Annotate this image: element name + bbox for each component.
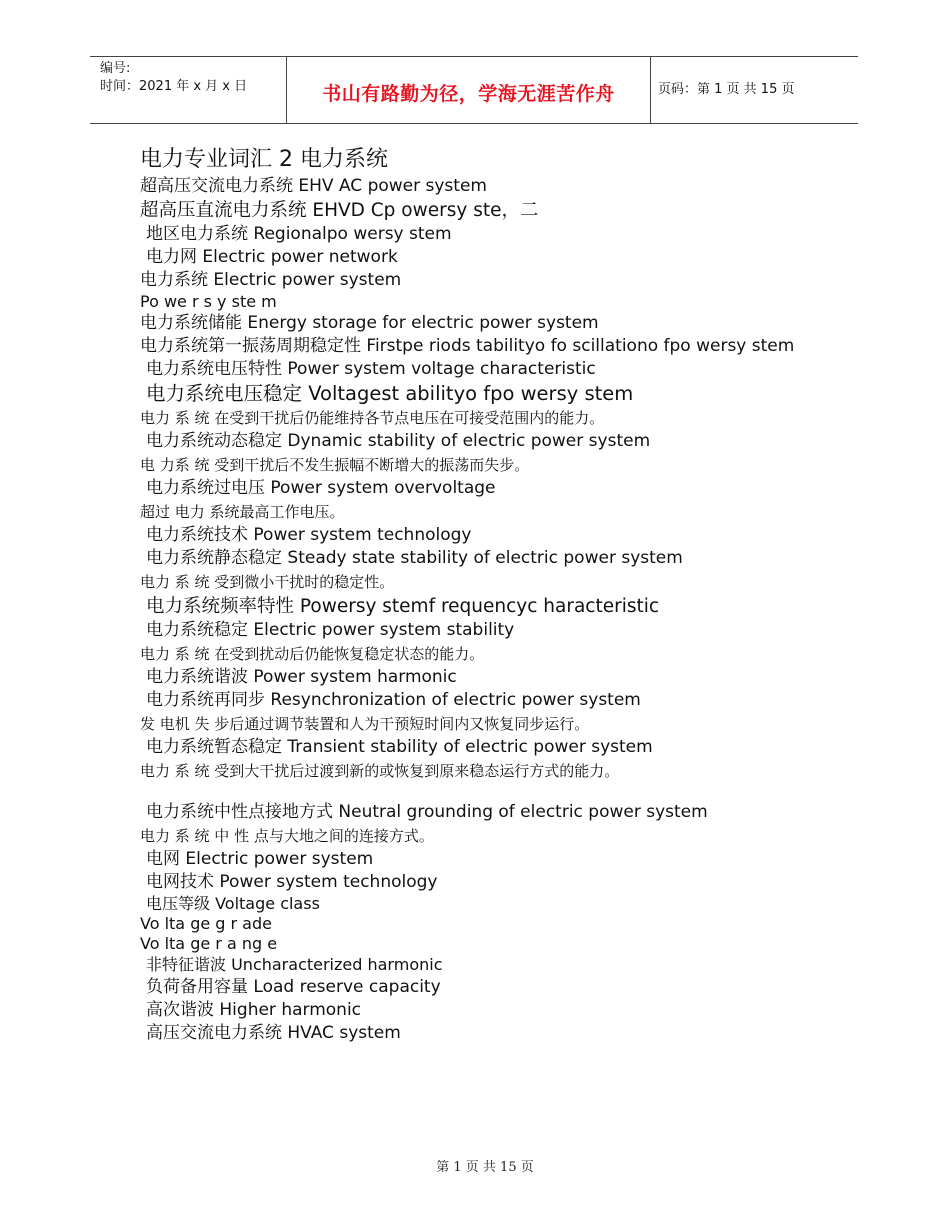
entry-line: 电力系统静态稳定 Steady state stability of electric power system (146, 548, 683, 568)
entry-line: 电力系统 Electric power system (140, 270, 402, 290)
entry-line: Vo lta ge r a ng e (140, 934, 278, 953)
motto-text: 书山有路勤为径，学海无涯苦作舟 (322, 83, 615, 105)
entry-line: 超高压交流电力系统 EHV AC power system (140, 176, 487, 196)
entry-line: 电力系统过电压 Power system overvoltage (146, 478, 496, 498)
header-motto-cell (286, 57, 651, 123)
entry-line: 电力系统电压稳定 Voltagest abilityo fpo wersy stem (146, 382, 634, 405)
entry-line: 电力网 Electric power network (146, 247, 398, 267)
entry-line: 地区电力系统 Regionalpo wersy stem (146, 224, 452, 244)
entry-line: 电压等级 Voltage class (146, 894, 320, 913)
entry-line: 非特征谐波 Uncharacterized harmonic (146, 955, 443, 974)
description-line: 电力 系 统 受到微小干扰时的稳定性。 (140, 573, 395, 591)
header-page-cell (649, 57, 858, 123)
page-info: 页码：第 1 页 共 15 页 (658, 82, 795, 97)
entry-line: 电力系统频率特性 Powersy stemf requencyc haracteristic (146, 596, 660, 617)
description-line: 电 力系 统 受到干扰后不发生振幅不断增大的振荡而失步。 (140, 456, 530, 474)
page-footer: 第 1 页 共 15 页 (436, 1160, 534, 1175)
entry-line: 电网技术 Power system technology (146, 872, 438, 892)
entry-line: 电力系统动态稳定 Dynamic stability of electric power system (146, 431, 651, 451)
page-header (90, 56, 858, 124)
entry-line: 高次谐波 Higher harmonic (146, 1000, 362, 1020)
time-label: 时间：2021 年 x 月 x 日 (100, 79, 248, 94)
entry-line: 电力系统中性点接地方式 Neutral grounding of electric power system (146, 802, 708, 822)
serial-label: 编号: (100, 61, 131, 76)
description-line: 电力 系 统 中 性 点与大地之间的连接方式。 (140, 827, 434, 845)
entry-line: 高压交流电力系统 HVAC system (146, 1023, 401, 1043)
description-line: 发 电机 失 步后通过调节装置和人为干预短时间内又恢复同步运行。 (140, 715, 590, 733)
header-meta-cell (90, 57, 286, 123)
entry-line: 电力系统谐波 Power system harmonic (146, 667, 457, 687)
description-line: 电力 系 统 在受到扰动后仍能恢复稳定状态的能力。 (140, 645, 485, 663)
description-line: 电力 系 统 在受到干扰后仍能维持各节点电压在可接受范围内的能力。 (140, 409, 605, 427)
description-line: 电力 系 统 受到大干扰后过渡到新的或恢复到原来稳态运行方式的能力。 (140, 762, 620, 780)
entry-line: 电力系统再同步 Resynchronization of electric power system (146, 690, 641, 710)
entry-line: 电网 Electric power system (146, 849, 374, 869)
document-title: 电力专业词汇 2 电力系统 (140, 147, 388, 172)
entry-line: 电力系统技术 Power system technology (146, 525, 472, 545)
entry-line: Vo lta ge g r ade (140, 914, 272, 933)
document-body (140, 145, 830, 1045)
entry-line: 电力系统电压特性 Power system voltage characteristic (146, 359, 596, 379)
entry-line: 电力系统暂态稳定 Transient stability of electric power system (146, 737, 653, 757)
entry-line: 超高压直流电力系统 EHVD Cp owersy ste，二 (140, 200, 539, 221)
entry-line: 负荷备用容量 Load reserve capacity (146, 977, 441, 997)
entry-line: 电力系统储能 Energy storage for electric power system (140, 313, 599, 333)
entry-line: 电力系统第一振荡周期稳定性 Firstpe riods tabilityo fo scillationo fpo wersy stem (140, 336, 795, 356)
entry-line: Po we r s y ste m (140, 292, 277, 311)
entry-line: 电力系统稳定 Electric power system stability (146, 620, 515, 640)
spacer (140, 783, 830, 801)
description-line: 超过 电力 系统最高工作电压。 (140, 503, 345, 521)
